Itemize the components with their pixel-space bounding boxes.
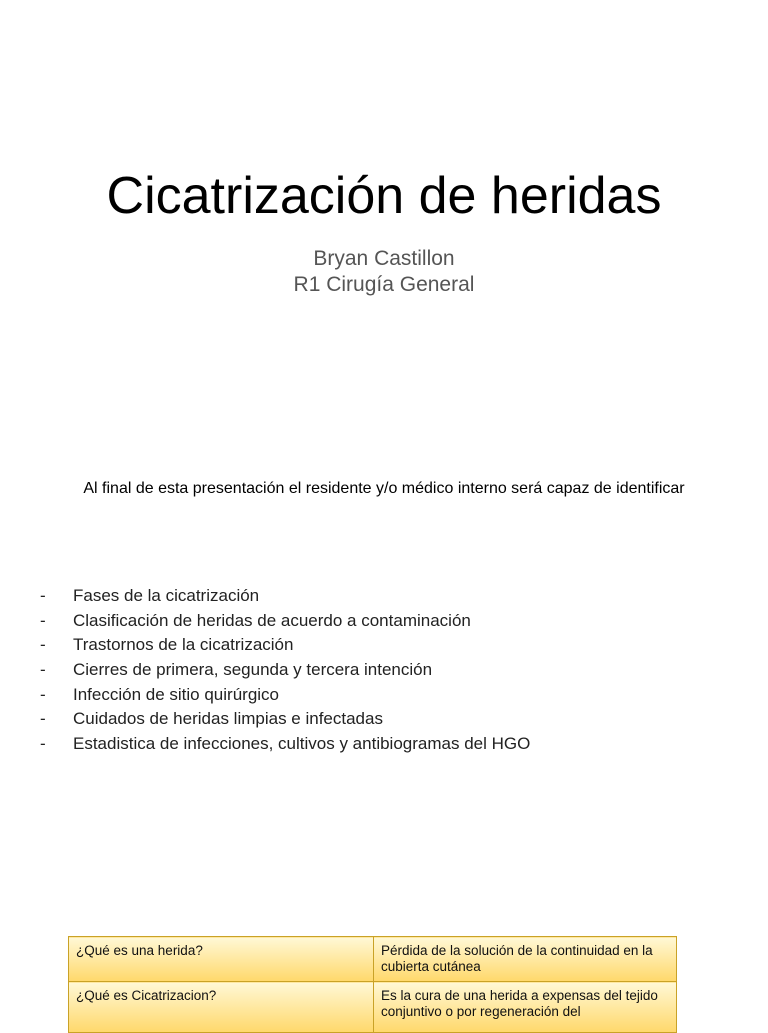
- list-item: [40, 584, 530, 609]
- list-item-label: Cierres de primera, segunda y tercera intención: [73, 660, 433, 680]
- author-name: Bryan Castillon: [313, 247, 455, 270]
- bullet-dash: -: [40, 684, 46, 704]
- list-item: [40, 633, 530, 658]
- objectives-list: [40, 584, 530, 757]
- list-item-label: Cuidados de heridas limpias e infectadas: [73, 709, 383, 729]
- presentation-subtitle: [0, 246, 768, 298]
- answer-cell: Pérdida de la solución de la continuidad en la cubierta cutánea: [374, 937, 677, 982]
- list-item-label: Infección de sitio quirúrgico: [73, 684, 280, 704]
- list-item: [40, 658, 530, 683]
- bullet-dash: -: [40, 610, 46, 630]
- list-item-label: Trastornos de la cicatrización: [73, 635, 294, 655]
- definitions-table: [68, 936, 677, 1033]
- author-role: R1 Cirugía General: [293, 273, 475, 296]
- bullet-dash: -: [40, 586, 46, 605]
- bullet-dash: -: [40, 709, 46, 729]
- list-item: [40, 707, 530, 732]
- answer-cell: Es la cura de una herida a expensas del tejido conjuntivo o por regeneración del: [374, 982, 677, 1033]
- list-item: [40, 683, 530, 708]
- list-item-label: Clasificación de heridas de acuerdo a contaminación: [73, 610, 471, 630]
- table-row: [69, 982, 677, 1033]
- bullet-dash: -: [40, 734, 46, 754]
- list-item: [40, 609, 530, 634]
- list-item-label: Estadistica de infecciones, cultivos y antibiogramas del HGO: [73, 734, 531, 754]
- bullet-dash: -: [40, 660, 46, 680]
- question-cell: ¿Qué es una herida?: [69, 937, 374, 982]
- list-item: [40, 732, 530, 757]
- bullet-dash: -: [40, 635, 46, 655]
- objectives-intro: Al final de esta presentación el residente y/o médico interno será capaz de identificar: [83, 480, 685, 497]
- table-row: [69, 937, 677, 982]
- question-cell: ¿Qué es Cicatrizacion?: [69, 982, 374, 1033]
- list-item-label: Fases de la cicatrización: [73, 586, 260, 605]
- presentation-title: Cicatrización de heridas: [106, 167, 662, 225]
